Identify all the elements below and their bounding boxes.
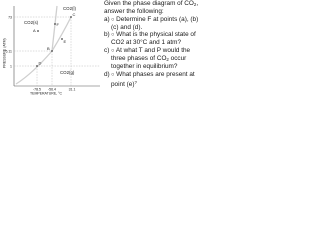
question-c-subscript: 2 <box>166 57 169 63</box>
y-tick-mid: 5.11 <box>5 49 12 54</box>
point-a-label: A <box>33 28 36 33</box>
point-d-label: D <box>38 60 42 66</box>
point-c-label: C <box>72 12 76 17</box>
question-a-letter: a) <box>104 15 110 23</box>
question-d <box>104 71 200 88</box>
x-axis-label: TEMPERATURE, °C <box>29 91 63 95</box>
questions-intro <box>104 0 200 15</box>
question-c-letter: c) <box>104 47 110 55</box>
y-tick-low: 1 <box>10 64 12 69</box>
intro-subscript: 2 <box>193 2 197 7</box>
region-solid-label: CO2(s) <box>24 20 39 25</box>
point-a-marker <box>37 30 39 32</box>
question-d-text: What phases are present at point (e) <box>111 70 195 88</box>
y-axis-label: PRESSURE (ATM) <box>2 38 7 68</box>
region-liquid-label: CO2(l) <box>63 6 76 11</box>
sublimation-curve <box>16 51 52 84</box>
question-c-text-part2: occur together in equilibrium? <box>111 55 187 71</box>
question-b-circle-icon: ○ <box>111 32 115 39</box>
x-tick-2: -56.4 <box>48 87 56 92</box>
x-tick-1: -78.5 <box>33 87 41 92</box>
y-tick-top: 73 <box>8 15 12 20</box>
phase-diagram <box>0 0 102 95</box>
point-f-label: F <box>56 22 59 27</box>
question-d-circle-icon: ○ <box>111 71 115 78</box>
question-a-text: Determine F at points (a), (b) (c) and (d). <box>111 15 199 31</box>
question-a <box>104 16 200 31</box>
intro-text: Given the phase diagram of CO <box>104 0 194 7</box>
question-b <box>104 31 200 46</box>
question-list <box>104 16 200 88</box>
question-b-letter: b) <box>104 31 110 39</box>
question-c-circle-icon: ○ <box>111 48 115 55</box>
question-b-text: What is the physical state of CO2 at 30°C and 1 atm? <box>111 31 196 47</box>
question-d-superscript: ? <box>134 79 137 85</box>
point-b-marker <box>51 50 53 52</box>
question-c <box>104 47 200 70</box>
intro-text-end: , answer the following: <box>104 0 199 16</box>
x-tick-3: 31.1 <box>68 87 76 92</box>
questions-panel <box>104 0 200 95</box>
question-c-text-part1: At what T and P would the three phases of CO <box>111 47 191 63</box>
question-a-circle-icon: ○ <box>111 16 115 23</box>
question-d-letter: d) <box>104 70 110 78</box>
region-gas-label: CO2(g) <box>60 70 75 75</box>
point-e-label: E <box>63 39 67 44</box>
point-b-label: B <box>47 46 50 51</box>
